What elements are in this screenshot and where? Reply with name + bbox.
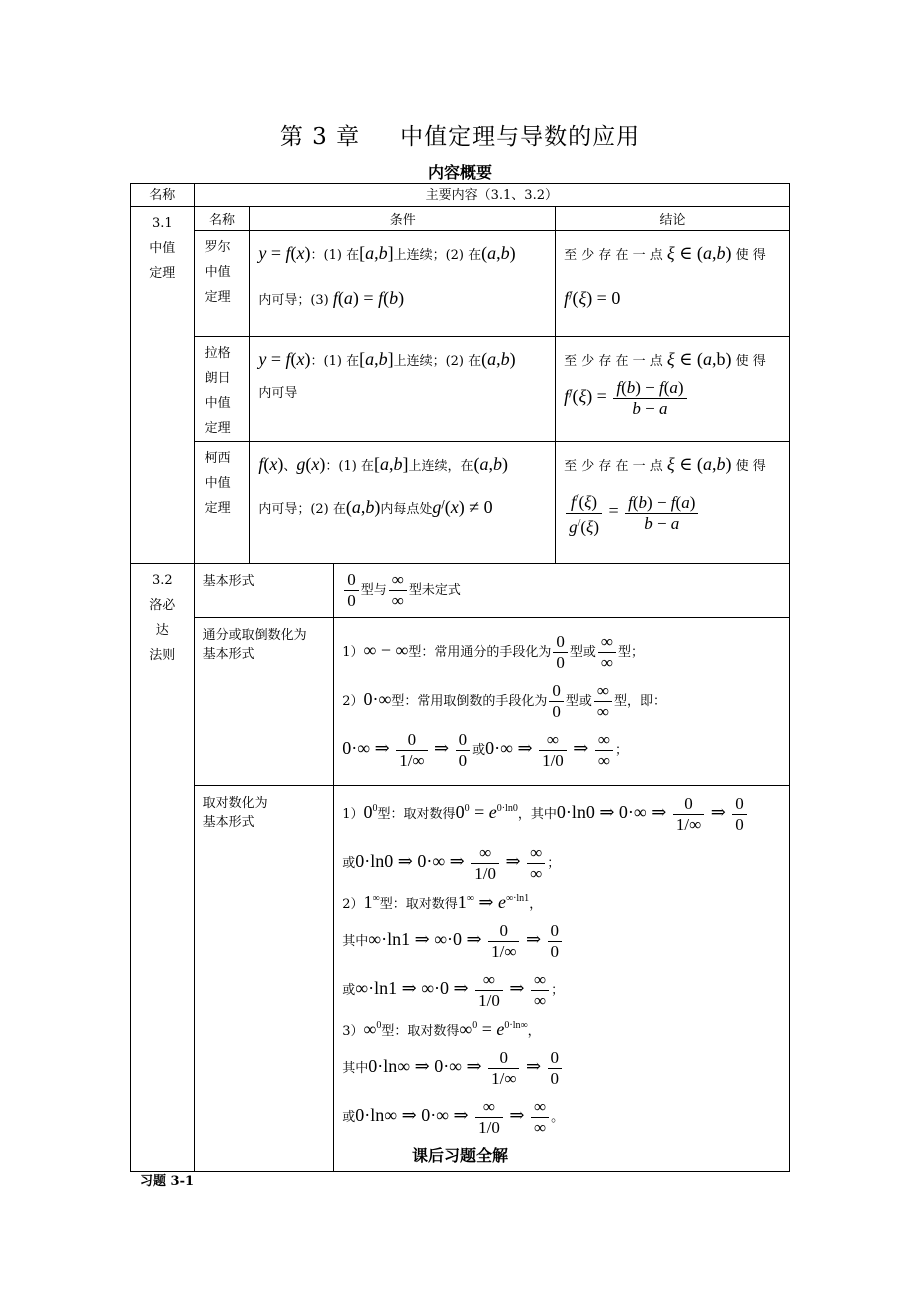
rolle-conclusion: 至 少 存 在 一 点 ξ ∈ (a,b) 使 得 f/(ξ) = 0: [556, 231, 790, 337]
log-name: 取对数化为 基本形式: [194, 786, 334, 1172]
log-content: $1)0^0$型：取对数得$0^0 = e^{0\cdot ln0}$，其中0·ln0 ⇒ 0·∞ ⇒ $\frac{0}{1/\infty}$ ⇒ $\frac{0}{0}$ 或0·ln0 ⇒ 0·∞ ⇒ $\frac{\infty}{1/0}$ ⇒ $\frac{\infty}{\infty}$ ； 2）1∞型：取对数得1∞ ⇒ $e^{\infty\cdot ln1}$， 其中∞·ln1 ⇒ ∞·0 ⇒ $\frac{0}{1/\infty}$ ⇒ $\frac{0}{0}$ 或∞·ln1 ⇒ ∞·0 ⇒ $\frac{\infty}{1/0}$ ⇒ $\frac{\infty}{\infty}$ ； 3）∞$^0$型：取对数得$\infty^0 = e^{0\cdot ln\infty}$， 其中0·ln∞ ⇒ 0·∞ ⇒ $\frac{0}{1/\infty}$ ⇒ $\frac{0}{0}$ 或0·ln∞ ⇒ 0·∞ ⇒ $\frac{\infty}{1/0}$ ⇒ $\frac{\infty}{\infty}$ 。: [334, 786, 790, 1172]
sub-header-conclusion: 结论: [556, 207, 790, 231]
lagrange-condition: y = f(x)：(1) 在[a,b]上连续；(2) 在(a,b) 内可导: [250, 337, 556, 442]
tongfen-content: 1）∞ − ∞型：常用通分的手段化为 $\frac{0}{0}$ 型或 $\frac{\infty}{\infty}$ 型； 2）0·∞型：常用取倒数的手段化为 $\frac{0}{0}$ 型或 $\frac{\infty}{\infty}$ 型，即： 0·∞ ⇒ $\frac{0}{1/\infty}$ ⇒ $\frac{0}{0}$ 或0·∞ ⇒ $\frac{\infty}{1/0}$ ⇒ $\frac{\infty}{\infty}$ ；: [334, 618, 790, 786]
rolle-condition: y = f(x)：(1) 在[a,b]上连续；(2) 在(a,b) 内可导；(3) f(a) = f(b): [250, 231, 556, 337]
section-3-2-label: 3.2 洛必 达 法则: [131, 564, 195, 1172]
sub-header-condition: 条件: [250, 207, 556, 231]
section-3-1-label: 3.1 中值 定理: [131, 207, 195, 564]
basic-form-name: 基本形式: [194, 564, 334, 618]
header-content: 主要内容（3.1、3.2）: [194, 184, 789, 207]
exercise-label: 习题 3-1: [140, 1174, 195, 1189]
chapter-number: 第 3 章: [279, 124, 361, 150]
sub-header-name: 名称: [194, 207, 250, 231]
tongfen-name: 通分或取倒数化为 基本形式: [194, 618, 334, 786]
chapter-name: 中值定理与导数的应用: [400, 124, 641, 150]
section-subtitle: 内容概要: [427, 163, 492, 182]
solutions-title: 课后习题全解: [411, 1146, 508, 1165]
cauchy-conclusion: 至 少 存 在 一 点 ξ ∈ (a,b) 使 得 $\frac{f^/(\xi)}{g^/(\xi)}$ = $\frac{f(b) - f(a)}{b - a}$: [556, 442, 790, 564]
cauchy-name: 柯西 中值 定理: [194, 442, 250, 564]
cauchy-condition: f(x)、g(x)：(1) 在[a,b]上连续，在(a,b) 内可导；(2) 在(a,b)内每点处g/(x) ≠ 0: [250, 442, 556, 564]
lagrange-conclusion: 至 少 存 在 一 点 ξ ∈ (a,b) 使 得 f/(ξ) = $\frac{f(b) - f(a)}{b - a}$: [556, 337, 790, 442]
header-name: 名称: [131, 184, 195, 207]
rolle-name: 罗尔 中值 定理: [194, 231, 250, 337]
lagrange-name: 拉格 朗日 中值 定理: [194, 337, 250, 442]
summary-table: [130, 183, 790, 1172]
chapter-title: [0, 118, 920, 151]
basic-form-content: $\frac{0}{0}$ 型与 $\frac{\infty}{\infty}$ 型未定式: [334, 564, 790, 618]
